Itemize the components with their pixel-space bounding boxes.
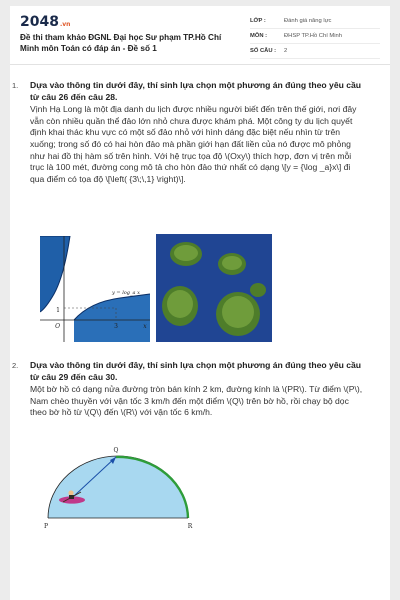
island-photo-1-highlight	[174, 245, 198, 261]
exam-title: Đề thi tham khảo ĐGNL Đại học Sư phạm TP.Hồ Chí Minh môn Toán có đáp án - Đề số 1	[20, 33, 222, 53]
question-2	[14, 360, 366, 419]
site-logo[interactable]	[20, 14, 70, 30]
question-number: 2.	[12, 361, 19, 370]
island-photo-2-highlight	[222, 256, 242, 270]
meta-row-count	[250, 44, 380, 59]
lake-diagram	[38, 440, 198, 532]
label-r: R	[187, 523, 193, 530]
logo-suffix-text: .vn	[59, 21, 71, 28]
label-three: 3	[114, 323, 118, 330]
island-photo-5	[250, 283, 266, 297]
label-q: Q	[113, 447, 119, 454]
label-curve: y = log_a x	[112, 290, 140, 296]
meta-row-class	[250, 14, 380, 29]
islands-photo	[156, 234, 272, 342]
label-p: P	[43, 523, 49, 530]
meta-value: Đánh giá năng lực	[284, 18, 332, 24]
meta-value: 2	[284, 48, 288, 54]
island-photo-4-highlight	[222, 296, 254, 328]
meta-key: SỐ CÂU :	[250, 48, 277, 54]
meta-key: MÔN :	[250, 33, 268, 39]
rower-head-icon	[68, 490, 73, 495]
exam-meta	[250, 14, 380, 59]
meta-value: ĐHSP TP.Hồ Chí Minh	[284, 33, 342, 39]
lake-area	[48, 456, 188, 518]
island-photo-3-highlight	[167, 290, 193, 318]
question-1	[14, 80, 366, 185]
meta-key: LỚP :	[250, 18, 266, 24]
label-one: 1	[56, 307, 60, 314]
document-header	[10, 6, 390, 65]
question-intro: Dựa vào thông tin dưới đây, thí sinh lựa chọn một phương án đúng theo yêu cầu từ câu 26 đến câu 28.	[30, 80, 362, 102]
question-body: Một bờ hồ có dạng nửa đường tròn bán kính 2 km, đường kính là \(PR\). Từ điểm \(P\), Nam chèo thuyền với vận tốc 3 km/h đến một điểm \(Q\) trên bờ hồ, rồi chạy bộ dọc theo bờ hồ từ \(Q\) đến \(R\) với vận tốc 6 km/h.	[30, 384, 363, 418]
label-origin: O	[55, 323, 60, 330]
log-graph-figure	[40, 236, 150, 342]
logo-main-text: 2048	[20, 14, 59, 30]
meta-row-subject	[250, 29, 380, 44]
label-x: x	[143, 323, 147, 330]
question-number: 1.	[12, 81, 19, 90]
question-body: Vịnh Hạ Long là một địa danh du lịch được nhiều người biết đến trên thế giới, nơi đây vẫn còn nhiều quần thể đảo lớn nhỏ chưa được khám phá. Một công ty du lịch quyết định khai thác khu vực có một số đảo nhỏ với hình dáng đặc biệt nếu nhìn từ trên xuống; trong số đó có hai hòn đảo mà phần giới hạn đất liền của nó được mô phỏng như hai đồ thị hàm số trên hình. Với hệ trục tọa độ \(Oxy\) thích hợp, đơn vị trên mỗi trục là 100 mét, đường cong mô tả cho hòn đảo thứ nhất có dạng \[y = {\log _a}x\] đi qua điểm có tọa độ \[\left( {3\;\,1} \right)\].	[30, 104, 357, 184]
question-intro: Dựa vào thông tin dưới đây, thí sinh lựa chọn một phương án đúng theo yêu cầu từ câu 29 đến câu 30.	[30, 360, 362, 382]
